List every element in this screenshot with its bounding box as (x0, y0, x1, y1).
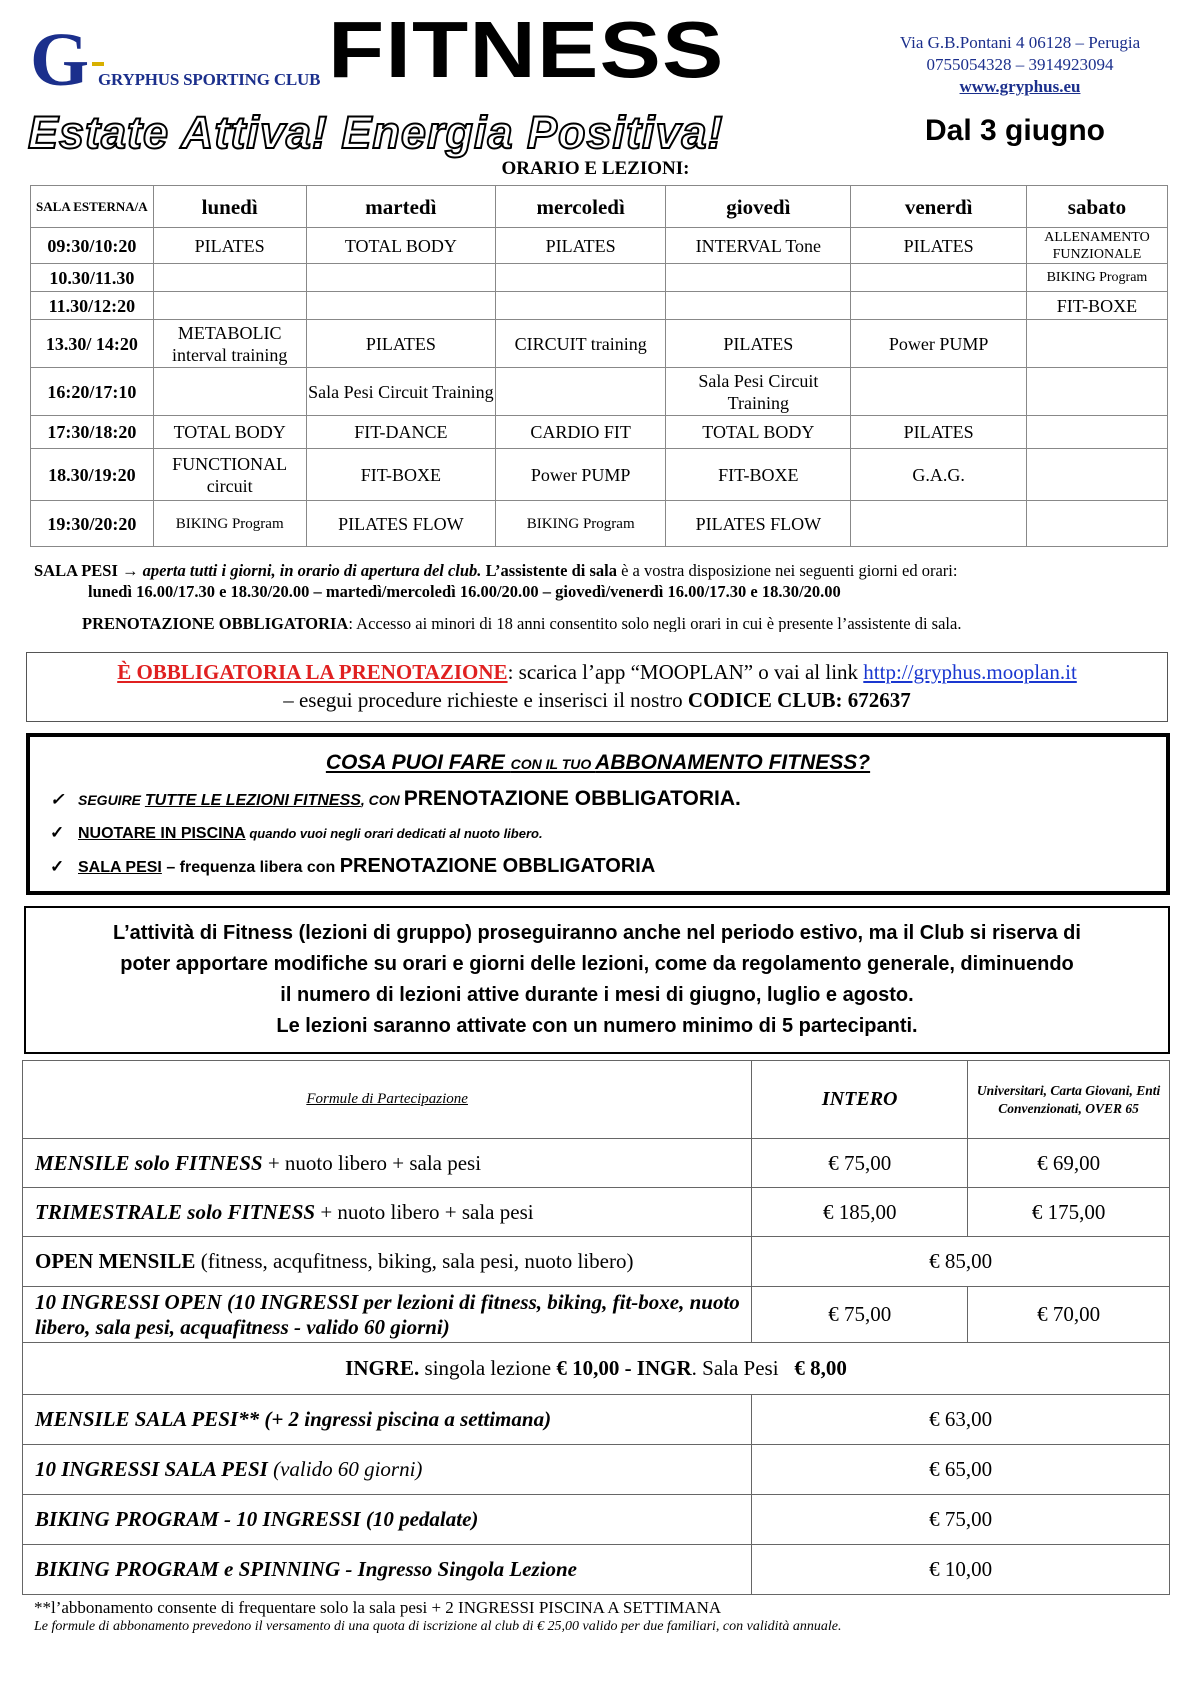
time-slot: 18.30/19:20 (31, 449, 154, 501)
heading-part: COSA PUOI FARE (325, 751, 511, 774)
class-cell: FIT-BOXE (1026, 292, 1167, 320)
label-part: € 8,00 (794, 1356, 847, 1380)
time-slot: 09:30/10:20 (31, 228, 154, 264)
class-cell: FUNCTIONAL circuit (153, 449, 306, 501)
class-cell (496, 292, 666, 320)
notice-line: L’attività di Fitness (lezioni di gruppo) proseguiranno anche nel periodo estivo, ma il Club si riserva di (113, 922, 1081, 944)
heading-part: CON IL TUO (510, 756, 596, 772)
address: Via G.B.Pontani 4 06128 – Perugia (899, 33, 1141, 52)
price-label: BIKING PROGRAM - 10 INGRESSI (10 pedalate) (23, 1495, 752, 1545)
schedule-row (31, 449, 1168, 501)
subscription-item (50, 855, 655, 878)
class-cell: FIT-BOXE (306, 449, 496, 501)
price-value: € 85,00 (752, 1237, 1170, 1287)
class-cell (153, 264, 306, 292)
time-slot: 11.30/12:20 (31, 292, 154, 320)
room-label: SALA ESTERNA/A (31, 186, 154, 228)
price-value: € 10,00 (752, 1545, 1170, 1595)
schedule-row (31, 501, 1168, 547)
notice-line: Le lezioni saranno attivate con un numero minimo di 5 partecipanti. (276, 1015, 918, 1037)
schedule-table (30, 185, 1168, 547)
item-text: NUOTARE IN PISCINA (78, 825, 246, 842)
summer-notice (24, 906, 1170, 1054)
sala-pesi-open: aperta tutti i giorni, in orario di apertura del club. (142, 561, 482, 580)
class-cell: Sala Pesi Circuit Training (306, 368, 496, 416)
check-icon: ✓ (50, 857, 65, 876)
schedule-row (31, 292, 1168, 320)
day-header: lunedì (153, 186, 306, 228)
schedule-row (31, 320, 1168, 368)
class-cell (666, 292, 851, 320)
subscription-item (50, 787, 741, 811)
label-part: + nuoto libero + sala pesi (315, 1199, 534, 1224)
time-slot: 13.30/ 14:20 (31, 320, 154, 368)
schedule-row (31, 264, 1168, 292)
class-cell: PILATES (851, 416, 1027, 449)
price-label: BIKING PROGRAM e SPINNING - Ingresso Singola Lezione (23, 1545, 752, 1595)
check-icon: ✓ (50, 790, 65, 809)
price-label: MENSILE SALA PESI** (+ 2 ingressi piscina a settimana) (23, 1395, 752, 1445)
class-cell: TOTAL BODY (153, 416, 306, 449)
single-entry-prices (23, 1343, 1170, 1395)
price-intero: € 75,00 (752, 1287, 968, 1343)
schedule-header-row (31, 186, 1168, 228)
label-part: + nuoto libero + sala pesi (262, 1150, 482, 1175)
club-code: CODICE CLUB: 672637 (687, 688, 911, 712)
class-cell (1026, 416, 1167, 449)
item-text: quando vuoi negli orari dedicati al nuoto libero. (245, 826, 543, 841)
subscription-box (26, 733, 1170, 895)
time-slot: 17:30/18:20 (31, 416, 154, 449)
class-cell (153, 368, 306, 416)
club-logo (30, 18, 321, 102)
label-part: € 10,00 - INGR (556, 1356, 692, 1380)
booking-box (26, 652, 1168, 722)
contact-info (860, 32, 1180, 98)
subscription-heading (30, 751, 1166, 775)
class-cell: INTERVAL Tone (666, 228, 851, 264)
price-label: 10 INGRESSI OPEN (10 INGRESSI per lezioni di fitness, biking, fit-boxe, nuoto libero, sala pesi, acquafitness - valido 60 giorni) (23, 1287, 752, 1343)
price-row (23, 1395, 1170, 1445)
class-cell (851, 264, 1027, 292)
class-cell (851, 292, 1027, 320)
class-cell: Power PUMP (851, 320, 1027, 368)
class-cell (496, 368, 666, 416)
check-icon: ✓ (50, 823, 65, 842)
class-cell: TOTAL BODY (666, 416, 851, 449)
arrow-icon: → (122, 561, 139, 580)
time-slot: 16:20/17:10 (31, 368, 154, 416)
logo-letter: G (30, 18, 90, 102)
booking-text-2: – esegui procedure richieste e inserisci il nostro (283, 688, 688, 712)
col-intero: INTERO (752, 1061, 968, 1139)
price-header-row (23, 1061, 1170, 1139)
price-ridotto: € 69,00 (968, 1139, 1170, 1188)
schedule-row (31, 416, 1168, 449)
class-cell: PILATES (153, 228, 306, 264)
class-cell: BIKING Program (1026, 264, 1167, 292)
label-part: TRIMESTRALE solo FITNESS (35, 1199, 316, 1224)
price-label (23, 1139, 752, 1188)
class-cell: BIKING Program (153, 501, 306, 547)
class-cell: FIT-DANCE (306, 416, 496, 449)
label-part: (valido 60 giorni) (267, 1457, 423, 1481)
logo-accent (92, 62, 104, 66)
price-value: € 65,00 (752, 1445, 1170, 1495)
mooplan-link[interactable]: http://gryphus.mooplan.it (863, 660, 1077, 684)
class-cell (153, 292, 306, 320)
class-cell: PILATES FLOW (306, 501, 496, 547)
label-part: singola lezione (419, 1356, 557, 1380)
phones: 0755054328 – 3914923094 (926, 55, 1114, 74)
label-part: (fitness, acqufitness, biking, sala pesi, nuoto libero) (195, 1249, 634, 1273)
class-cell: PILATES FLOW (666, 501, 851, 547)
prenotazione-label: PRENOTAZIONE OBBLIGATORIA (82, 614, 349, 632)
class-cell: CIRCUIT training (496, 320, 666, 368)
price-row (23, 1545, 1170, 1595)
logo-text: GRYPHUS SPORTING CLUB (98, 70, 321, 89)
price-table (22, 1060, 1170, 1595)
price-row (23, 1495, 1170, 1545)
website-link[interactable]: www.gryphus.eu (959, 77, 1081, 96)
notice-line: poter apportare modifiche su orari e giorni delle lezioni, come da regolamento generale, diminuendo (120, 953, 1074, 975)
label-part: MENSILE solo FITNESS (35, 1150, 263, 1175)
price-ridotto: € 70,00 (968, 1287, 1170, 1343)
price-row (23, 1139, 1170, 1188)
class-cell (496, 264, 666, 292)
label-part: OPEN MENSILE (35, 1249, 196, 1273)
class-cell (1026, 368, 1167, 416)
price-intero: € 75,00 (752, 1139, 968, 1188)
item-text: PRENOTAZIONE OBBLIGATORIA (339, 855, 656, 877)
assistant-hours: lunedì 16.00/17.30 e 18.30/20.00 – martedì/mercoledì 16.00/20.00 – giovedì/venerdì 16.00/17.30 e 18.30/20.00 (88, 582, 841, 601)
price-row (23, 1445, 1170, 1495)
item-text: PRENOTAZIONE OBBLIGATORIA. (403, 787, 741, 810)
class-cell: Power PUMP (496, 449, 666, 501)
time-slot: 19:30/20:20 (31, 501, 154, 547)
schedule-title: ORARIO E LEZIONI: (501, 158, 690, 179)
time-slot: 10.30/11.30 (31, 264, 154, 292)
item-text: SEGUIRE (78, 792, 145, 808)
footnote-pesi: **l’abbonamento consente di frequentare solo la sala pesi + 2 INGRESSI PISCINA A SETTIMANA (34, 1598, 722, 1617)
day-header: giovedì (666, 186, 851, 228)
class-cell: G.A.G. (851, 449, 1027, 501)
notice-line: il numero di lezioni attive durante i mesi di giugno, luglio e agosto. (280, 984, 914, 1006)
class-cell: PILATES (851, 228, 1027, 264)
footnote-iscrizione: Le formule di abbonamento prevedono il versamento di una quota di iscrizione al club di € 25,00 valido per due familiari, con validità annuale. (34, 1619, 842, 1634)
price-value: € 63,00 (752, 1395, 1170, 1445)
class-cell: CARDIO FIT (496, 416, 666, 449)
class-cell: PILATES (306, 320, 496, 368)
class-cell (851, 501, 1027, 547)
class-cell: METABOLIC interval training (153, 320, 306, 368)
assistant-label: L’assistente di sala (485, 561, 617, 580)
start-date: Dal 3 giugno (925, 114, 1105, 147)
sala-pesi-label: SALA PESI (34, 561, 118, 580)
price-ridotto: € 175,00 (968, 1188, 1170, 1237)
assistant-text: è a vostra disposizione nei seguenti giorni ed orari: (621, 561, 958, 580)
day-header: mercoledì (496, 186, 666, 228)
class-cell (306, 292, 496, 320)
booking-text-1: : scarica l’app “MOOPLAN” o vai al link (507, 660, 864, 684)
class-cell (1026, 320, 1167, 368)
sala-pesi-note (34, 560, 1174, 581)
heading-part: ABBONAMENTO FITNESS? (595, 751, 871, 774)
price-label (23, 1188, 752, 1237)
col-formule: Formule di Partecipazione (23, 1061, 752, 1139)
slogan: Estate Attiva! Energia Positiva! (28, 107, 724, 158)
price-value: € 75,00 (752, 1495, 1170, 1545)
price-row (23, 1188, 1170, 1237)
label-part: 10 INGRESSI SALA PESI (35, 1457, 268, 1481)
class-cell: TOTAL BODY (306, 228, 496, 264)
day-header: sabato (1026, 186, 1167, 228)
prenotazione-note (82, 614, 961, 632)
class-cell (1026, 449, 1167, 501)
class-cell (1026, 501, 1167, 547)
item-text: , CON (360, 792, 404, 808)
price-label (23, 1445, 752, 1495)
item-text: SALA PESI (78, 859, 162, 876)
label-part: INGRE. (345, 1356, 420, 1380)
class-cell: BIKING Program (496, 501, 666, 547)
day-header: venerdì (851, 186, 1027, 228)
price-row (23, 1287, 1170, 1343)
class-cell (306, 264, 496, 292)
class-cell: PILATES (496, 228, 666, 264)
label-part: . Sala Pesi (691, 1356, 795, 1380)
class-cell: Sala Pesi Circuit Training (666, 368, 851, 416)
class-cell: PILATES (666, 320, 851, 368)
prenotazione-text: : Accesso ai minori di 18 anni consentito solo negli orari in cui è presente l’assistente di sala. (348, 614, 962, 632)
page-title: FITNESS (328, 5, 725, 94)
booking-required: È OBBLIGATORIA LA PRENOTAZIONE (117, 660, 508, 684)
price-row (23, 1237, 1170, 1287)
subscription-item (50, 823, 543, 843)
class-cell: FIT-BOXE (666, 449, 851, 501)
col-ridotto: Universitari, Carta Giovani, Enti Convenzionati, OVER 65 (968, 1061, 1170, 1139)
schedule-row (31, 228, 1168, 264)
item-text: – frequenza libera con (161, 859, 340, 876)
schedule-row (31, 368, 1168, 416)
day-header: martedì (306, 186, 496, 228)
class-cell (666, 264, 851, 292)
price-label (23, 1237, 752, 1287)
price-intero: € 185,00 (752, 1188, 968, 1237)
class-cell: ALLENAMENTO FUNZIONALE (1026, 228, 1167, 264)
class-cell (851, 368, 1027, 416)
price-row (23, 1343, 1170, 1395)
item-text: TUTTE LE LEZIONI FITNESS (144, 792, 361, 809)
